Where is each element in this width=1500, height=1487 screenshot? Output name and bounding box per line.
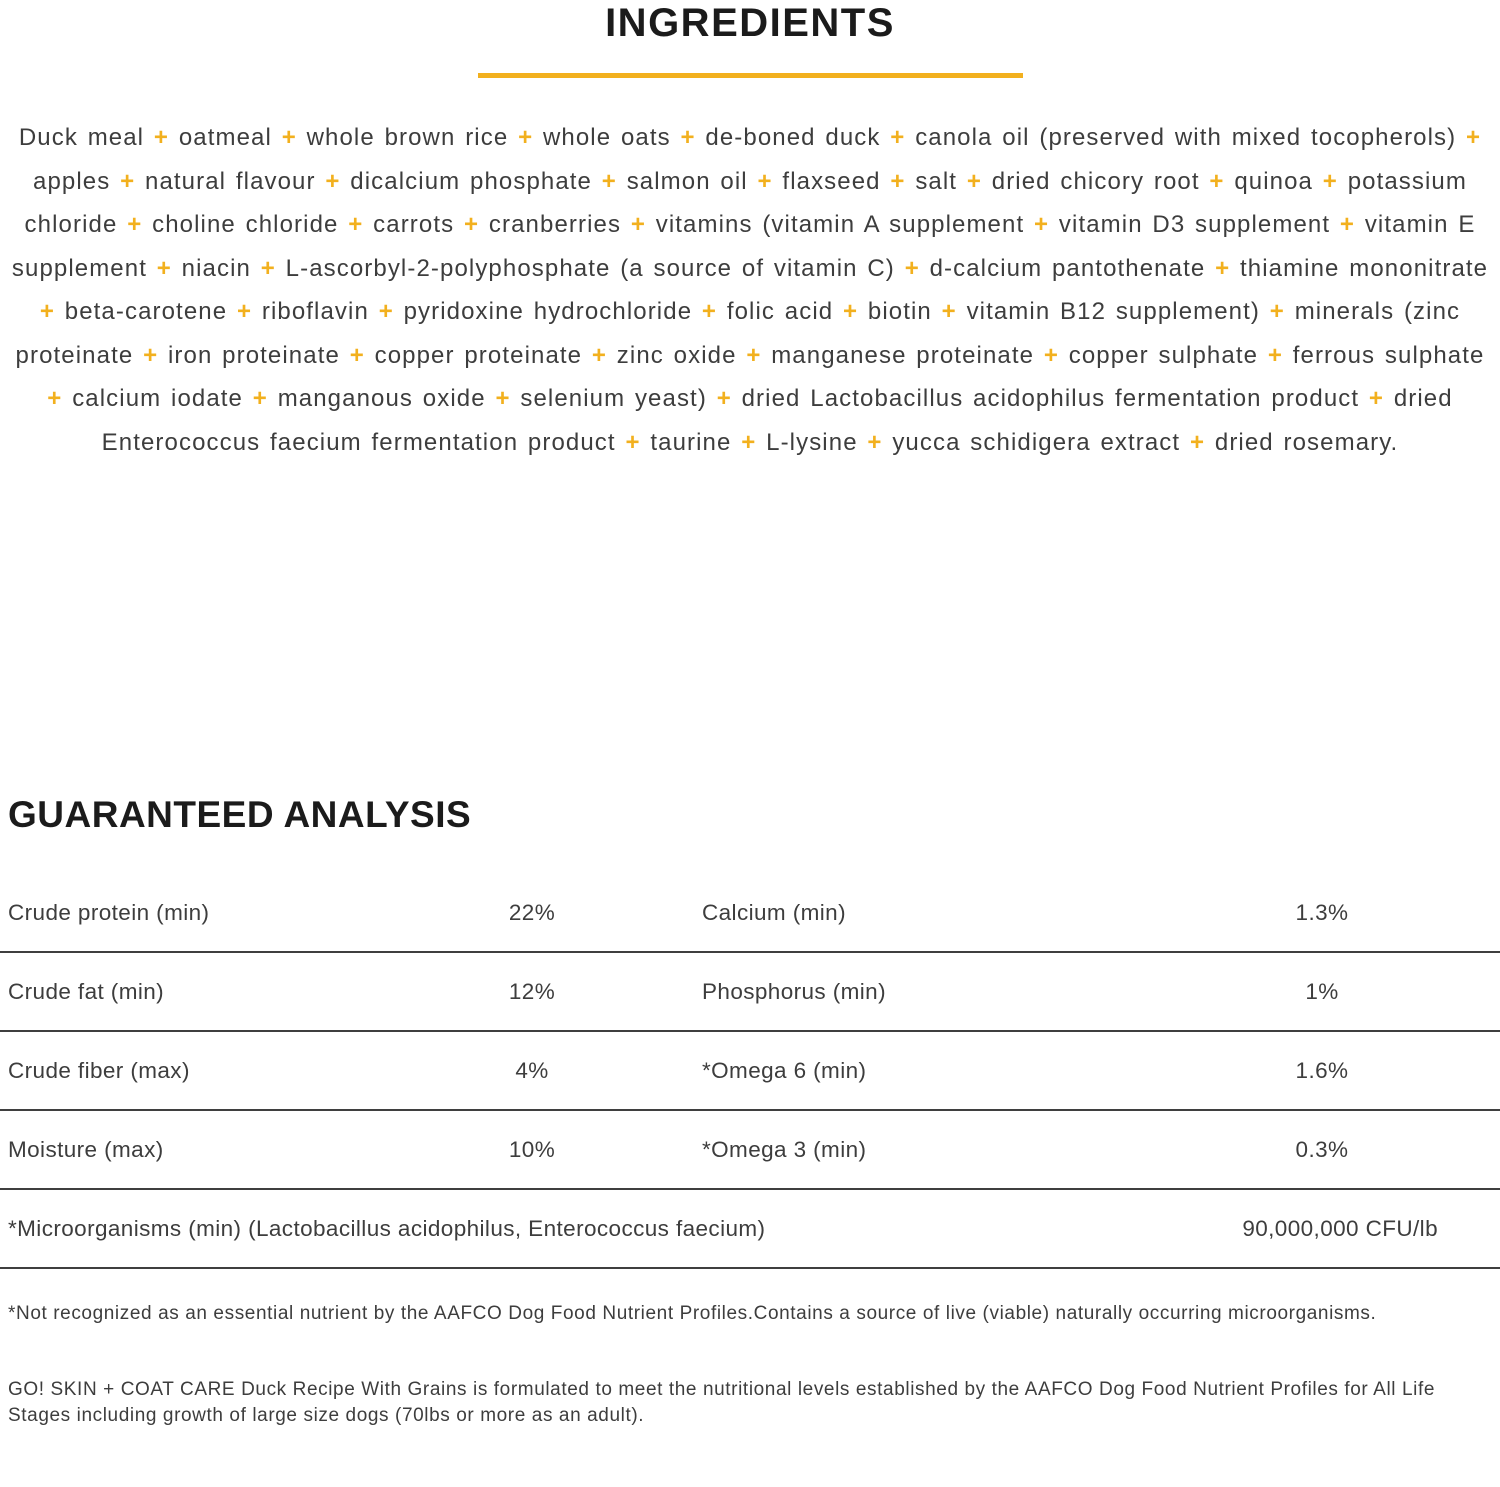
plus-icon: + xyxy=(236,298,253,325)
ingredient-item: thiamine mononitrate xyxy=(1239,254,1489,282)
plus-icon: + xyxy=(252,385,268,412)
plus-icon: + xyxy=(1189,428,1206,456)
ingredient-item: beta-carotene xyxy=(64,298,228,325)
plus-icon: + xyxy=(1368,385,1385,412)
analysis-row-moisture-omega3 xyxy=(0,1111,1500,1190)
ingredient-item: calcium iodate xyxy=(72,385,243,412)
ingredient-item: biotin xyxy=(867,298,932,325)
formulation-note: GO! SKIN + COAT CARE Duck Recipe With Grains is formulated to meet the nutritional levels established by the AAFCO Dog Food Nutrient Profiles for All Life Stages including growth of large size dogs (70lbs or more as an adult). xyxy=(8,1379,1436,1426)
ingredient-item: Duck meal xyxy=(18,124,145,151)
nutrient-label: Crude fat (min) xyxy=(8,978,165,1004)
ingredient-item: manganous oxide xyxy=(277,385,486,412)
ingredient-item: quinoa xyxy=(1234,167,1313,195)
nutrient-label: Crude protein (min) xyxy=(8,899,210,925)
nutrient-label: Moisture (max) xyxy=(8,1136,164,1162)
ingredient-item: de-boned duck xyxy=(705,124,881,151)
ingredient-item: manganese proteinate xyxy=(771,341,1035,369)
ingredients-title: INGREDIENTS xyxy=(605,1,895,45)
ingredient-item: pyridoxine hydrochloride xyxy=(403,298,693,325)
ingredient-item: dried chicory root xyxy=(991,167,1200,195)
nutrient-label: *Microorganisms (min) (Lactobacillus acidophilus, Enterococcus faecium) xyxy=(8,1215,766,1241)
ingredient-item: natural flavour xyxy=(145,167,316,195)
plus-icon: + xyxy=(842,298,859,325)
plus-icon: + xyxy=(630,211,646,238)
plus-icon: + xyxy=(591,341,608,369)
guaranteed-analysis-title: GUARANTEED ANALYSIS xyxy=(8,794,472,835)
plus-icon: + xyxy=(325,167,341,195)
ingredient-item: niacin xyxy=(181,254,251,282)
ingredient-item: dicalcium phosphate xyxy=(350,167,592,195)
analysis-row-fiber-omega6 xyxy=(0,1032,1500,1111)
nutrient-value: 4% xyxy=(515,1057,549,1083)
title-underline xyxy=(478,73,1023,78)
ingredient-item: oatmeal xyxy=(178,124,272,151)
plus-icon: + xyxy=(156,254,172,282)
ingredient-item: copper sulphate xyxy=(1068,341,1259,369)
ingredient-item: whole brown rice xyxy=(306,124,509,151)
ingredients-text xyxy=(4,116,1496,464)
aafco-footnote: *Not recognized as an essential nutrient by the AAFCO Dog Food Nutrient Profiles.Contains a source of live (viable) naturally occurring microorganisms. xyxy=(8,1303,1377,1324)
plus-icon: + xyxy=(625,428,641,456)
ingredient-item: flaxseed xyxy=(782,167,881,195)
ingredient-item: vitamin B12 supplement) xyxy=(966,298,1260,325)
ingredient-item: taurine xyxy=(650,428,732,456)
plus-icon: + xyxy=(1322,167,1338,195)
analysis-table xyxy=(0,874,1500,1269)
plus-icon: + xyxy=(890,167,906,195)
nutrient-value: 10% xyxy=(508,1136,556,1162)
ingredient-item: minerals (zinc proteinate xyxy=(15,298,1461,369)
plus-icon: + xyxy=(495,385,511,412)
ingredient-item: choline chloride xyxy=(152,211,339,238)
nutrient-value: 1.3% xyxy=(1295,899,1349,925)
analysis-row-fat-phosphorus xyxy=(0,953,1500,1032)
ingredient-item: potassium chloride xyxy=(24,167,1467,238)
plus-icon: + xyxy=(127,211,143,238)
nutrient-label: Crude fiber (max) xyxy=(8,1057,190,1083)
ingredient-item: zinc oxide xyxy=(616,341,737,369)
ingredients-section xyxy=(0,0,1500,464)
plus-icon: + xyxy=(1267,341,1283,369)
plus-icon: + xyxy=(349,341,365,369)
ingredient-item: L-ascorbyl-2-polyphosphate (a source of vitamin C) xyxy=(285,254,895,282)
plus-icon: + xyxy=(348,211,364,238)
analysis-row-protein-calcium xyxy=(0,874,1500,953)
plus-icon: + xyxy=(941,298,957,325)
ingredient-item: dried Enterococcus faecium fermentation product xyxy=(101,385,1453,456)
nutrient-value: 12% xyxy=(508,978,556,1004)
plus-icon: + xyxy=(680,124,696,151)
plus-icon: + xyxy=(518,124,534,151)
nutrient-label: *Omega 6 (min) xyxy=(702,1057,867,1083)
ingredient-item: vitamins (vitamin A supplement xyxy=(655,211,1025,238)
ingredient-item: copper proteinate xyxy=(374,341,583,369)
nutrient-value: 1.6% xyxy=(1295,1057,1349,1083)
plus-icon: + xyxy=(47,385,63,412)
plus-icon: + xyxy=(260,254,276,282)
plus-icon: + xyxy=(757,167,773,195)
ingredient-item: folic acid xyxy=(726,298,834,325)
plus-icon: + xyxy=(1269,298,1285,325)
plus-icon: + xyxy=(741,428,757,456)
ingredient-item: selenium yeast) xyxy=(520,385,707,412)
plus-icon: + xyxy=(746,341,762,369)
plus-icon: + xyxy=(120,167,136,195)
plus-icon: + xyxy=(890,124,906,151)
plus-icon: + xyxy=(1466,124,1482,151)
plus-icon: + xyxy=(39,298,55,325)
nutrient-label: *Omega 3 (min) xyxy=(702,1136,867,1162)
ingredient-item: ferrous sulphate xyxy=(1292,341,1485,369)
plus-icon: + xyxy=(378,298,394,325)
plus-icon: + xyxy=(281,124,297,151)
nutrient-value: 1% xyxy=(1305,978,1339,1004)
plus-icon: + xyxy=(867,428,883,456)
ingredient-item: vitamin E supplement xyxy=(11,211,1476,282)
plus-icon: + xyxy=(1034,211,1050,238)
plus-icon: + xyxy=(464,211,480,238)
plus-icon: + xyxy=(153,124,170,151)
plus-icon: + xyxy=(1215,254,1231,282)
ingredient-item: dried Lactobacillus acidophilus fermentation product xyxy=(741,385,1360,412)
plus-icon: + xyxy=(1043,341,1059,369)
plus-icon: + xyxy=(143,341,159,369)
nutrient-value: 0.3% xyxy=(1295,1136,1349,1162)
guaranteed-analysis-section xyxy=(0,794,1500,1269)
plus-icon: + xyxy=(601,167,617,195)
nutrient-value: 22% xyxy=(508,899,556,925)
ingredient-item: carrots xyxy=(373,211,455,238)
plus-icon: + xyxy=(1339,211,1356,238)
ingredient-item: yucca schidigera extract xyxy=(892,428,1181,456)
ingredient-item: dried rosemary. xyxy=(1214,428,1399,456)
ingredient-item: L-lysine xyxy=(766,428,858,456)
ingredient-item: canola oil (preserved with mixed tocopherols) xyxy=(915,124,1457,151)
nutrient-label: Calcium (min) xyxy=(702,899,846,925)
ingredient-item: d-calcium pantothenate xyxy=(929,254,1206,282)
ingredient-item: vitamin D3 supplement xyxy=(1058,211,1331,238)
analysis-row-microorganisms xyxy=(0,1190,1500,1269)
nutrient-label: Phosphorus (min) xyxy=(702,978,886,1004)
ingredient-item: salmon oil xyxy=(626,167,748,195)
nutrient-value: 90,000,000 CFU/lb xyxy=(1242,1215,1438,1241)
ingredient-item: apples xyxy=(33,167,111,195)
plus-icon: + xyxy=(966,167,982,195)
plus-icon: + xyxy=(904,254,920,282)
ingredient-item: salt xyxy=(915,167,958,195)
plus-icon: + xyxy=(716,385,732,412)
ingredient-item: cranberries xyxy=(488,211,622,238)
plus-icon: + xyxy=(1209,167,1225,195)
ingredient-item: riboflavin xyxy=(261,298,369,325)
ingredient-item: whole oats xyxy=(542,124,671,151)
plus-icon: + xyxy=(701,298,718,325)
ingredient-item: iron proteinate xyxy=(167,341,340,369)
